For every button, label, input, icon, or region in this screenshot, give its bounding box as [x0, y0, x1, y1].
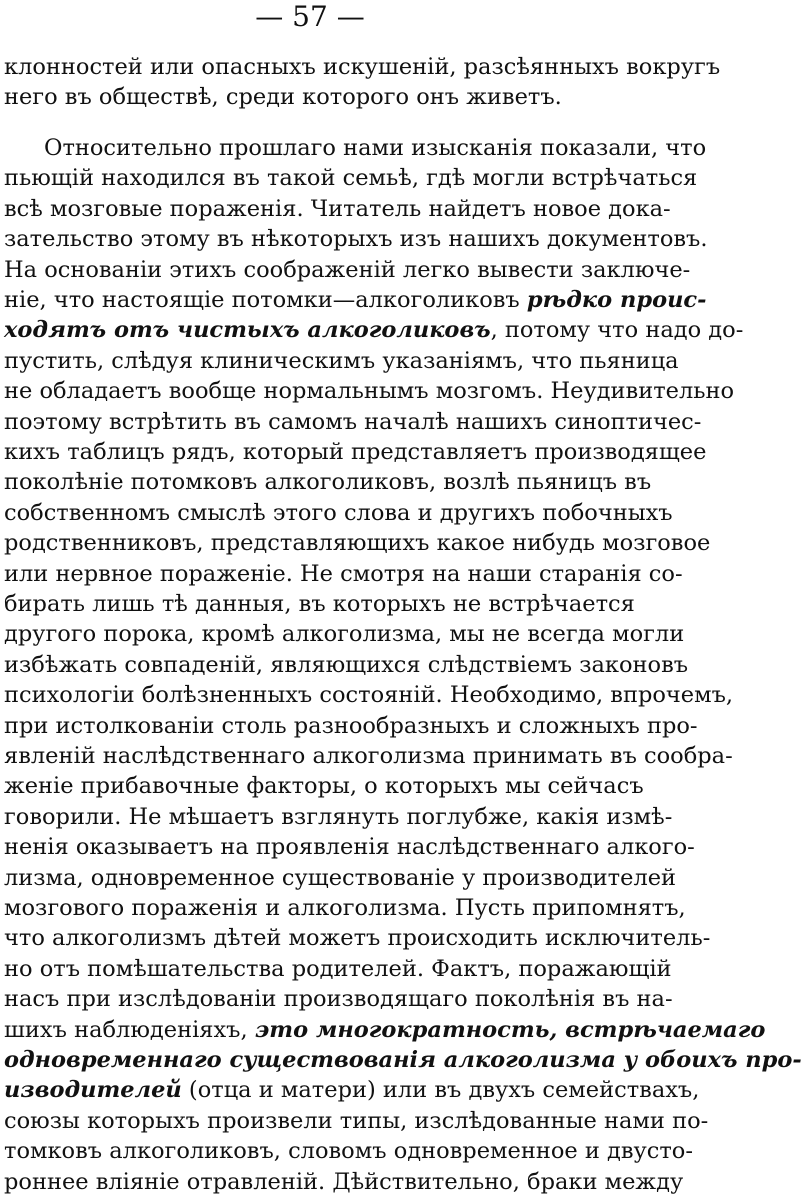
text-line: роннее вліяніе отравленій. Дѣйствительно, браки между	[4, 1168, 684, 1195]
text-line: поэтому встрѣтить въ самомъ началѣ нашихъ синоптичес-	[4, 408, 702, 435]
text-line: при истолкованіи столь разнообразныхъ и сложныхъ про-	[4, 712, 698, 739]
text-line: другого порока, кромѣ алкоголизма, мы не всегда могли	[4, 621, 685, 648]
text-line	[4, 1075, 700, 1105]
text-line: пустить, слѣдуя клиническимъ указаніямъ, что пьяница	[4, 347, 679, 374]
text-line	[4, 1045, 802, 1075]
text-line: всѣ мозговые пораженія. Читатель найдетъ новое дока-	[4, 195, 671, 222]
text-line: насъ при изслѣдованіи производящаго поколѣнія въ на-	[4, 986, 673, 1013]
text-line: томковъ алкоголиковъ, словомъ одновременное и двусто-	[4, 1138, 693, 1165]
emphasized-text: изводителей	[4, 1077, 182, 1104]
text-line: поколѣніе потомковъ алкоголиковъ, возлѣ пьяницъ въ	[4, 469, 652, 496]
text-line: На основаніи этихъ соображеній легко вывести заключе-	[4, 256, 691, 283]
text-line: что алкоголизмъ дѣтей можетъ происходить исключитель-	[4, 925, 711, 952]
emphasized-text: ходятъ отъ чистыхъ алкоголиковъ	[4, 317, 491, 344]
text-line	[4, 1015, 766, 1045]
text-line: пьющій находился въ такой семьѣ, гдѣ могли встрѣчаться	[4, 165, 698, 192]
text-line	[4, 315, 744, 345]
line-text: шихъ наблюденіяхъ,	[4, 1016, 255, 1043]
text-line: зательство этому въ нѣкоторыхъ изъ нашихъ документовъ.	[4, 226, 708, 253]
text-line: собственномъ смыслѣ этого слова и другихъ побочныхъ	[4, 499, 673, 526]
emphasized-text: рѣдко проис-	[526, 287, 707, 313]
text-line: клонностей или опасныхъ искушеній, разсѣянныхъ вокругъ	[4, 54, 721, 80]
line-text: (отца и матери) или въ двухъ семействахъ,	[181, 1077, 700, 1104]
text-line: него въ обществѣ, среди которого онъ живетъ.	[4, 84, 562, 111]
line-text: ніе, что настоящіе потомки—алкоголиковъ	[4, 287, 527, 313]
text-line: явленій наслѣдственнаго алкоголизма принимать въ сообра-	[4, 743, 733, 769]
page-number: — 57 —	[255, 0, 365, 33]
text-line: родственниковъ, представляющихъ какое нибудь мозговое	[4, 530, 711, 557]
text-line: мозгового пораженія и алкоголизма. Пусть припомнятъ,	[4, 895, 686, 921]
text-line: бирать лишь тѣ данныя, въ которыхъ не встрѣчается	[4, 591, 635, 617]
text-line	[4, 285, 707, 315]
emphasized-text: одновременнаго существованія алкоголизма у обоихъ про-	[4, 1047, 802, 1073]
text-line: или нервное пораженіе. Не смотря на наши старанія со-	[4, 560, 683, 587]
text-line: психологіи болѣзненныхъ состояній. Необходимо, впрочемъ,	[4, 682, 734, 709]
text-line: женіе прибавочные факторы, о которыхъ мы сейчасъ	[4, 773, 644, 800]
text-line: лизма, одновременное существованіе у производителей	[4, 864, 677, 891]
text-line: союзы которыхъ произвели типы, изслѣдованные нами по-	[4, 1107, 709, 1134]
text-line: ненія оказываетъ на проявленія наслѣдственнаго алкого-	[4, 834, 695, 861]
text-line: говорили. Не мѣшаетъ взглянуть поглубже, какія измѣ-	[4, 803, 673, 830]
text-line: не обладаетъ вообще нормальнымъ мозгомъ. Неудивительно	[4, 378, 735, 405]
text-line: избѣжать совпаденій, являющихся слѣдствіемъ законовъ	[4, 651, 689, 678]
text-line: Относительно прошлаго нами изысканія показали, что	[44, 135, 707, 161]
text-line: но отъ помѣшательства родителей. Фактъ, поражающій	[4, 955, 672, 982]
emphasized-text: это многократность, встрѣчаемаго	[254, 1016, 766, 1043]
line-text: , потому что надо до-	[490, 317, 744, 344]
text-line: кихъ таблицъ рядъ, который представляетъ производящее	[4, 439, 707, 465]
